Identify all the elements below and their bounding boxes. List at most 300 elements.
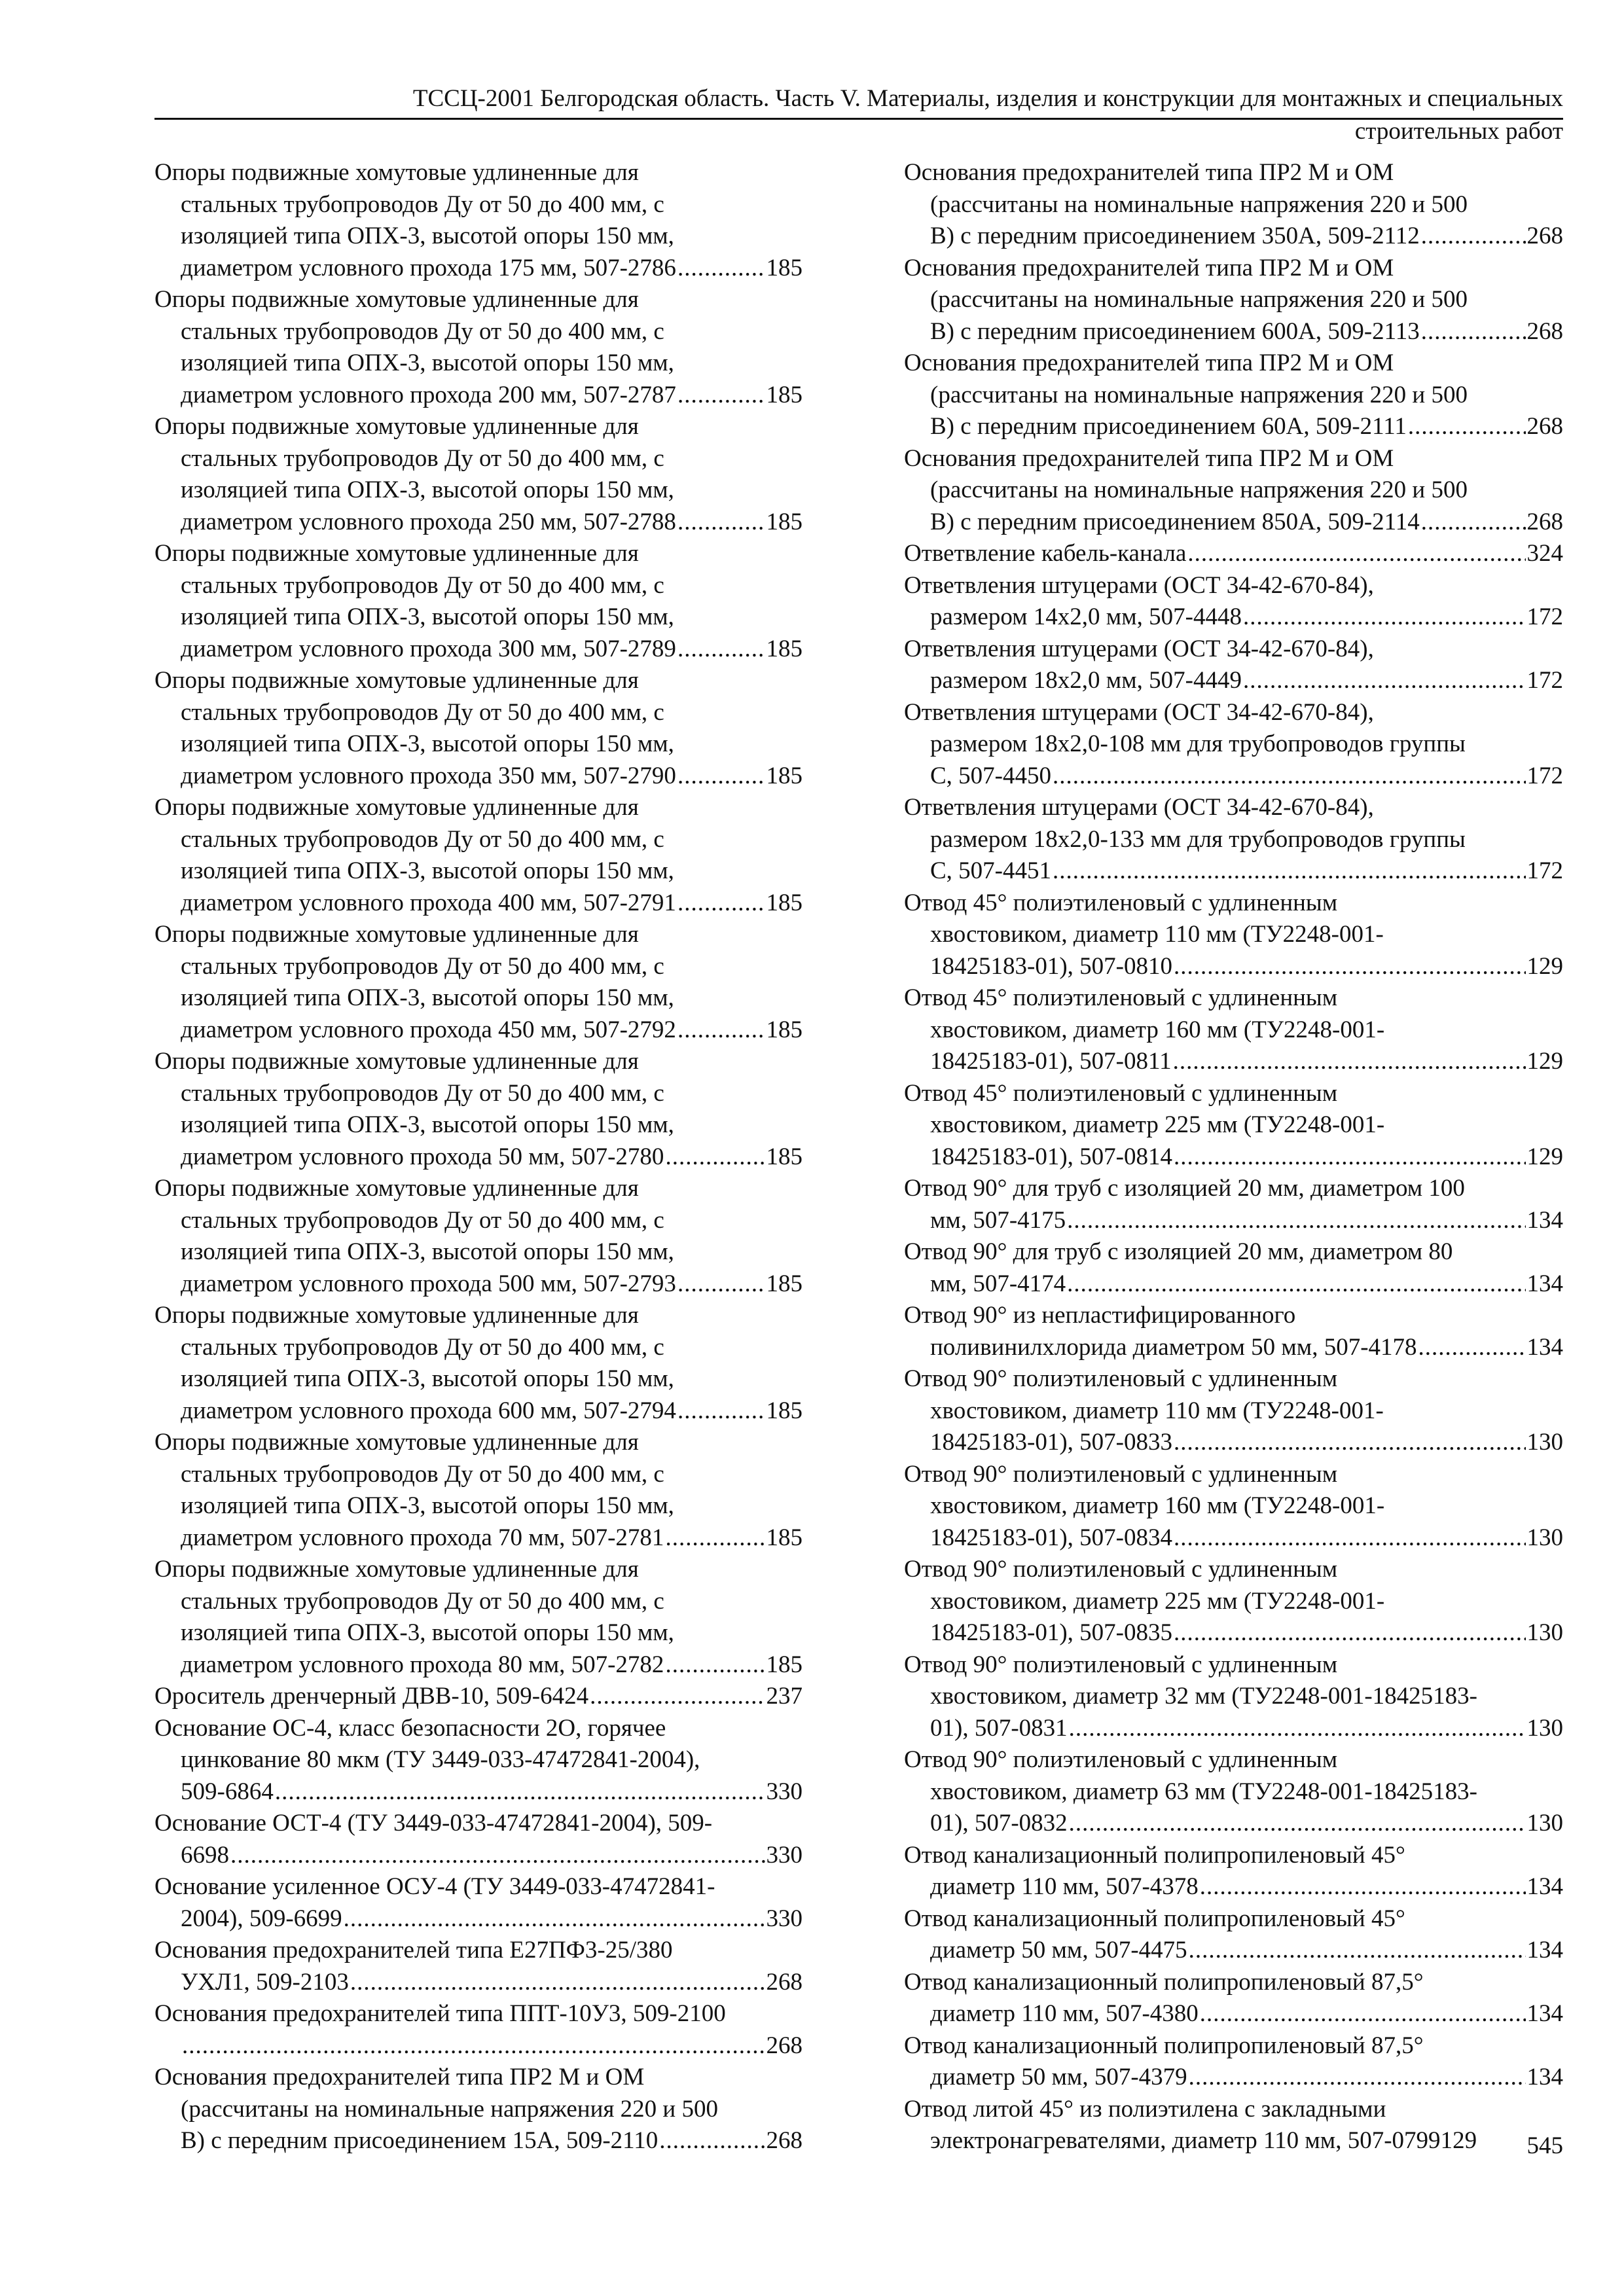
entry-last-line [154, 1903, 803, 1935]
entry-text-line: Отвод 90° для труб с изоляцией 20 мм, диаметром 80 [904, 1238, 1453, 1265]
index-entry [154, 1713, 803, 1808]
dot-leader [1174, 1427, 1526, 1459]
dot-leader [677, 1014, 765, 1047]
entry-last-line [154, 253, 803, 285]
index-entry [154, 284, 803, 411]
index-entry [904, 1967, 1563, 2030]
dot-leader [1189, 1935, 1526, 1967]
entry-page-ref: 324 [1526, 540, 1563, 567]
entry-text-line: размером 18х2,0 мм, 507-4449 [930, 667, 1242, 694]
index-entry [904, 1363, 1563, 1459]
entry-text-line: (рассчитаны на номинальные напряжения 220 и 500 [930, 476, 1468, 503]
dot-leader [1421, 316, 1526, 348]
entry-text-line: (рассчитаны на номинальные напряжения 220 и 500 [930, 381, 1468, 408]
entry-text-line: С, 507-4450 [930, 762, 1051, 789]
entry-last-line [904, 1808, 1563, 1840]
entry-page-ref: 237 [766, 1683, 803, 1710]
entry-last-line [904, 1935, 1563, 1967]
entry-text-line: диаметр 50 мм, 507-4379 [930, 2064, 1187, 2090]
entry-text-line: Основание ОС-4, класс безопасности 2О, горячее [154, 1714, 666, 1742]
entry-last-line [904, 951, 1563, 983]
dot-leader [230, 1840, 765, 1872]
dot-leader [1243, 601, 1526, 634]
index-entry [154, 792, 803, 919]
entry-text-line: 2004), 509-6699 [181, 1905, 342, 1932]
entry-last-line [904, 1268, 1563, 1300]
entry-page-ref: 134 [1526, 1937, 1563, 1964]
header-line-2: строительных работ [1354, 118, 1563, 145]
entry-text-line: Основания предохранителей типа ПР2 М и ОМ [904, 159, 1394, 186]
entry-last-line [904, 601, 1563, 634]
entry-text-line: Отвод 90° полиэтиленовый с удлиненным [904, 1556, 1338, 1583]
index-entry [904, 982, 1563, 1078]
entry-text-line: хвостовиком, диаметр 160 мм (ТУ2248-001- [930, 1016, 1385, 1043]
entry-last-line [904, 221, 1563, 253]
entry-page-ref: 185 [766, 1270, 803, 1297]
dot-leader [1173, 1046, 1526, 1078]
index-entry [154, 1554, 803, 1681]
dot-leader [1421, 221, 1526, 253]
entry-text-line: 6698 [181, 1841, 229, 1869]
entry-last-line [154, 1649, 803, 1681]
header-rule [154, 118, 1563, 120]
entry-page-ref: 185 [766, 1143, 803, 1170]
entry-text-line: изоляцией типа ОПХ-3, высотой опоры 150 мм, [181, 730, 674, 757]
entry-text-line: стальных трубопроводов Ду от 50 до 400 мм, с [181, 698, 664, 726]
entry-text-line: Отвод 90° из непластифицированного [904, 1302, 1296, 1329]
entry-last-line [904, 1046, 1563, 1078]
entry-page-ref: 185 [766, 635, 803, 662]
entry-last-line [904, 2062, 1563, 2094]
running-header [154, 82, 1563, 148]
entry-text-line: Ороситель дренчерный ДВВ-10, 509-6424 [154, 1683, 589, 1710]
entry-last-line [904, 1617, 1563, 1649]
index-entry [904, 1078, 1563, 1174]
entry-text-line: диаметром условного прохода 600 мм, 507-2794 [181, 1397, 676, 1424]
entry-text-line: Основания предохранителей типа ПР2 М и ОМ [904, 254, 1394, 281]
entry-text-line: стальных трубопроводов Ду от 50 до 400 мм, с [181, 1206, 664, 1234]
entry-text-line: изоляцией типа ОПХ-3, высотой опоры 150 мм, [181, 1619, 674, 1646]
entry-text-line: изоляцией типа ОПХ-3, высотой опоры 150 мм, [181, 857, 674, 884]
entry-text-line: 01), 507-0832 [930, 1810, 1068, 1837]
dot-leader [182, 2030, 765, 2062]
entry-text-line: цинкование 80 мкм (ТУ 3449-033-47472841-2004), [181, 1746, 700, 1773]
entry-last-line [154, 2030, 803, 2062]
index-entry [904, 157, 1563, 253]
dot-leader [677, 507, 765, 539]
entry-text-line: диаметр 50 мм, 507-4475 [930, 1937, 1187, 1964]
entry-last-line [904, 1141, 1563, 1174]
entry-text-line: размером 14х2,0 мм, 507-4448 [930, 603, 1242, 630]
entry-text-line: 18425183-01), 507-0834 [930, 1524, 1172, 1551]
entry-page-ref: 172 [1526, 603, 1563, 630]
entry-page-ref: 130 [1526, 1810, 1563, 1837]
index-entry [904, 1236, 1563, 1300]
dot-leader [1408, 411, 1526, 443]
dot-leader [677, 380, 765, 412]
entry-page-ref: 268 [766, 2127, 803, 2154]
entry-text-line: 18425183-01), 507-0814 [930, 1143, 1172, 1170]
dot-leader [590, 1681, 765, 1713]
entry-page-ref: 130 [1526, 1714, 1563, 1742]
entry-text-line: Ответвления штуцерами (ОСТ 34-42-670-84), [904, 698, 1374, 726]
entry-page-ref: 134 [1526, 2000, 1563, 2027]
entry-page-ref: 185 [766, 1651, 803, 1678]
dot-leader [1189, 2062, 1526, 2094]
dot-leader [1421, 507, 1526, 539]
entry-text-line: изоляцией типа ОПХ-3, высотой опоры 150 мм, [181, 1365, 674, 1392]
entry-text-line: 18425183-01), 507-0833 [930, 1429, 1172, 1456]
entry-text-line: Отвод 90° полиэтиленовый с удлиненным [904, 1651, 1338, 1678]
entry-text-line: Ответвления штуцерами (ОСТ 34-42-670-84), [904, 571, 1374, 599]
index-entry [904, 443, 1563, 539]
entry-last-line [904, 411, 1563, 443]
entry-text-line: хвостовиком, диаметр 225 мм (ТУ2248-001- [930, 1111, 1385, 1138]
entry-text-line: Отвод 90° для труб с изоляцией 20 мм, диаметром 100 [904, 1175, 1465, 1202]
index-entry [904, 1744, 1563, 1840]
index-column-right [904, 157, 1563, 2157]
entry-page-ref: 129 [1526, 1048, 1563, 1075]
entry-page-ref: 185 [766, 381, 803, 408]
dot-leader [275, 1776, 765, 1808]
entry-text-line: изоляцией типа ОПХ-3, высотой опоры 150 мм, [181, 1238, 674, 1265]
dot-leader [1067, 1205, 1525, 1237]
entry-last-line [154, 507, 803, 539]
entry-text-line: диаметром условного прохода 200 мм, 507-2787 [181, 381, 676, 408]
entry-last-line [154, 634, 803, 666]
entry-last-line [154, 380, 803, 412]
entry-text-line: Основания предохранителей типа Е27ПФ3-25/380 [154, 1937, 673, 1964]
entry-text-line: диаметром условного прохода 250 мм, 507-2788 [181, 508, 676, 535]
dot-leader [677, 634, 765, 666]
index-entry [154, 1681, 803, 1713]
dot-leader [677, 761, 765, 793]
entry-text-line: Основание ОСТ-4 (ТУ 3449-033-47472841-2004), 509- [154, 1810, 713, 1837]
dot-leader [659, 2125, 765, 2157]
entry-text-line: хвостовиком, диаметр 110 мм (ТУ2248-001- [930, 1397, 1384, 1424]
entry-text-line: (рассчитаны на номинальные напряжения 220 и 500 [930, 190, 1468, 218]
index-entry [154, 157, 803, 284]
index-entry [904, 1903, 1563, 1967]
entry-page-ref: 134 [1526, 1206, 1563, 1234]
entry-page-ref: 268 [1526, 317, 1563, 345]
entry-text-line: С, 507-4451 [930, 857, 1051, 884]
entry-text-line: изоляцией типа ОПХ-3, высотой опоры 150 мм, [181, 984, 674, 1011]
entry-page-ref: 172 [1526, 762, 1563, 789]
entry-text-line: Опоры подвижные хомутовые удлиненные для [154, 1429, 639, 1456]
index-entry [904, 1300, 1563, 1363]
entry-text-line: диаметром условного прохода 80 мм, 507-2782 [181, 1651, 664, 1678]
index-entry [154, 538, 803, 665]
dot-leader [665, 1141, 765, 1174]
entry-last-line [904, 1332, 1563, 1364]
entry-page-ref: 268 [766, 1968, 803, 1996]
entry-text-line: диаметром условного прохода 300 мм, 507-2789 [181, 635, 676, 662]
entry-text-line: стальных трубопроводов Ду от 50 до 400 мм, с [181, 1460, 664, 1488]
entry-text-line: Опоры подвижные хомутовые удлиненные для [154, 159, 639, 186]
entry-last-line [904, 507, 1563, 539]
index-entry [154, 2062, 803, 2157]
entry-last-line [904, 1205, 1563, 1237]
entry-page-ref: 129 [1526, 1143, 1563, 1170]
entry-text-line: Отвод канализационный полипропиленовый 45° [904, 1905, 1405, 1932]
entry-last-line [904, 538, 1563, 570]
entry-text-line: изоляцией типа ОПХ-3, высотой опоры 150 мм, [181, 603, 674, 630]
entry-text-line: хвостовиком, диаметр 63 мм (ТУ2248-001-18425183- [930, 1778, 1477, 1805]
index-entry [904, 1173, 1563, 1236]
index-entry [904, 792, 1563, 888]
entry-text-line: Основания предохранителей типа ПР2 М и ОМ [154, 2064, 645, 2090]
entry-text-line: В) с передним присоединением 600А, 509-2113 [930, 317, 1420, 345]
dot-leader [1069, 1713, 1526, 1745]
entry-last-line [904, 665, 1563, 697]
dot-leader [1069, 1808, 1526, 1840]
entry-text-line: стальных трубопроводов Ду от 50 до 400 мм, с [181, 1587, 664, 1615]
dot-leader [1174, 1522, 1526, 1554]
entry-page-ref: 130 [1526, 1429, 1563, 1456]
entry-page-ref: 129 [1526, 952, 1563, 980]
entry-text-line: хвостовиком, диаметр 110 мм (ТУ2248-001- [930, 921, 1384, 948]
index-entry [904, 2094, 1563, 2157]
entry-text-line: Отвод канализационный полипропиленовый 45° [904, 1841, 1405, 1869]
entry-last-line [904, 316, 1563, 348]
entry-last-line [154, 1141, 803, 1174]
dot-leader [1200, 1871, 1526, 1903]
index-entry [904, 1649, 1563, 1745]
entry-text-line: стальных трубопроводов Ду от 50 до 400 мм, с [181, 1079, 664, 1107]
index-entry [154, 665, 803, 792]
entry-text-line: В) с передним присоединением 60А, 509-2111 [930, 413, 1407, 440]
entry-text-line: изоляцией типа ОПХ-3, высотой опоры 150 мм, [181, 1492, 674, 1519]
dot-leader [677, 1268, 765, 1300]
entry-page-ref: 330 [766, 1905, 803, 1932]
entry-text-line: размером 18х2,0-108 мм для трубопроводов группы [930, 730, 1466, 757]
entry-page-ref: 268 [766, 2032, 803, 2059]
dot-leader [344, 1903, 765, 1935]
entry-text-line: Отвод 45° полиэтиленовый с удлиненным [904, 984, 1338, 1011]
index-column-left [154, 157, 803, 2157]
entry-last-line [154, 1014, 803, 1047]
dot-leader [1187, 538, 1525, 570]
index-entry [904, 2030, 1563, 2094]
entry-last-line [154, 1522, 803, 1554]
entry-last-line [904, 1998, 1563, 2030]
entry-text-line: Опоры подвижные хомутовые удлиненные для [154, 794, 639, 821]
dot-leader [677, 888, 765, 920]
entry-page-ref: 134 [1526, 1873, 1563, 1900]
entry-page-ref: 130 [1526, 1524, 1563, 1551]
entry-text-line: изоляцией типа ОПХ-3, высотой опоры 150 мм, [181, 223, 674, 249]
entry-text-line: стальных трубопроводов Ду от 50 до 400 мм, с [181, 952, 664, 980]
index-entry [154, 1173, 803, 1300]
entry-last-line [904, 1713, 1563, 1745]
index-entry [904, 1459, 1563, 1554]
entry-text-line: стальных трубопроводов Ду от 50 до 400 мм, с [181, 444, 664, 472]
entry-text-line: Опоры подвижные хомутовые удлиненные для [154, 921, 639, 948]
entry-page-ref: 130 [1526, 1619, 1563, 1646]
entry-text-line: Основание усиленное ОСУ-4 (ТУ 3449-033-47472841- [154, 1873, 715, 1900]
entry-last-line [154, 761, 803, 793]
entry-page-ref: 185 [766, 1016, 803, 1043]
entry-text-line: мм, 507-4175 [930, 1206, 1066, 1234]
index-entry [154, 1300, 803, 1427]
entry-text-line: 18425183-01), 507-0810 [930, 952, 1172, 980]
index-entry [904, 570, 1563, 634]
entry-page-ref: 268 [1526, 413, 1563, 440]
entry-text-line: диаметром условного прохода 175 мм, 507-2786 [181, 254, 676, 281]
entry-last-line [904, 855, 1563, 888]
entry-page-ref: 185 [766, 1397, 803, 1424]
entry-text-line: изоляцией типа ОПХ-3, высотой опоры 150 мм, [181, 350, 674, 376]
entry-text-line: изоляцией типа ОПХ-3, высотой опоры 150 мм, [181, 476, 674, 503]
entry-text-line: Отвод 45° полиэтиленовый с удлиненным [904, 1079, 1338, 1107]
entry-text-line: Ответвления штуцерами (ОСТ 34-42-670-84), [904, 635, 1374, 662]
entry-text-line: Опоры подвижные хомутовые удлиненные для [154, 1048, 639, 1075]
entry-page-ref: 268 [1526, 223, 1563, 249]
entry-text-line: Основания предохранителей типа ПР2 М и ОМ [904, 350, 1394, 376]
entry-text-line: стальных трубопроводов Ду от 50 до 400 мм, с [181, 571, 664, 599]
page-number: 545 [1526, 2132, 1563, 2159]
entry-text-line: хвостовиком, диаметр 160 мм (ТУ2248-001- [930, 1492, 1385, 1519]
entry-text-line: диаметр 110 мм, 507-4378 [930, 1873, 1199, 1900]
index-entry [904, 888, 1563, 983]
index-entry [904, 1840, 1563, 1903]
entry-text-line: Опоры подвижные хомутовые удлиненные для [154, 667, 639, 694]
entry-text-line: хвостовиком, диаметр 225 мм (ТУ2248-001- [930, 1587, 1385, 1615]
entry-text-line: Отвод 90° полиэтиленовый с удлиненным [904, 1746, 1338, 1773]
entry-text-line: В) с передним присоединением 350А, 509-2112 [930, 223, 1420, 249]
dot-leader [677, 1395, 765, 1427]
entry-page-ref: 330 [766, 1841, 803, 1869]
dot-leader [1174, 1617, 1526, 1649]
entry-last-line [904, 761, 1563, 793]
entry-page-ref: 134 [1526, 2064, 1563, 2090]
entry-text-line: Отвод литой 45° из полиэтилена с закладными [904, 2095, 1386, 2123]
entry-text-line: электронагревателями, диаметр 110 мм, 507-0799 [930, 2127, 1441, 2154]
entry-page-ref: 134 [1526, 1333, 1563, 1361]
entry-text-line: (рассчитаны на номинальные напряжения 220 и 500 [930, 286, 1468, 313]
entry-page-ref: 172 [1526, 857, 1563, 884]
entry-text-line: диаметром условного прохода 70 мм, 507-2781 [181, 1524, 664, 1551]
entry-text-line: стальных трубопроводов Ду от 50 до 400 мм, с [181, 825, 664, 853]
entry-text-line: Опоры подвижные хомутовые удлиненные для [154, 286, 639, 313]
entry-text-line: стальных трубопроводов Ду от 50 до 400 мм, с [181, 317, 664, 345]
entry-last-line [154, 1395, 803, 1427]
entry-text-line: Опоры подвижные хомутовые удлиненные для [154, 1556, 639, 1583]
index-entry [904, 697, 1563, 793]
entry-last-line [154, 888, 803, 920]
index-entry [904, 634, 1563, 697]
index-entry [154, 1935, 803, 1998]
entry-last-line [154, 2125, 803, 2157]
entry-last-line [154, 1681, 803, 1713]
entry-page-ref: 134 [1526, 1270, 1563, 1297]
entry-text-line: 18425183-01), 507-0835 [930, 1619, 1172, 1646]
entry-last-line [154, 1776, 803, 1808]
dot-leader [1053, 761, 1526, 793]
entry-text-line: Отвод 90° полиэтиленовый с удлиненным [904, 1365, 1338, 1392]
entry-text-line: диаметр 110 мм, 507-4380 [930, 2000, 1199, 2027]
entry-text-line: УХЛ1, 509-2103 [181, 1968, 349, 1996]
entry-text-line: диаметром условного прохода 450 мм, 507-2792 [181, 1016, 676, 1043]
entry-page-ref: 185 [766, 254, 803, 281]
entry-page-ref: 129 [1440, 2127, 1477, 2154]
index-entry [154, 919, 803, 1046]
entry-text-line: В) с передним присоединением 15А, 509-2110 [181, 2127, 659, 2154]
entry-last-line [904, 1427, 1563, 1459]
index-entry [904, 1554, 1563, 1649]
index-entry [154, 1808, 803, 1871]
dot-leader [1053, 855, 1526, 888]
dot-leader [665, 1522, 765, 1554]
entry-text-line: Опоры подвижные хомутовые удлиненные для [154, 413, 639, 440]
entry-text-line: хвостовиком, диаметр 32 мм (ТУ2248-001-18425183- [930, 1683, 1477, 1710]
dot-leader [350, 1967, 765, 1999]
entry-text-line: Опоры подвижные хомутовые удлиненные для [154, 540, 639, 567]
dot-leader [1174, 1141, 1526, 1174]
entry-text-line: Отвод 45° полиэтиленовый с удлиненным [904, 889, 1338, 916]
dot-leader [1200, 1998, 1526, 2030]
entry-text-line: стальных трубопроводов Ду от 50 до 400 мм, с [181, 1333, 664, 1361]
entry-text-line: В) с передним присоединением 850А, 509-2114 [930, 508, 1420, 535]
entry-text-line: изоляцией типа ОПХ-3, высотой опоры 150 мм, [181, 1111, 674, 1138]
entry-text-line: диаметром условного прохода 350 мм, 507-2790 [181, 762, 676, 789]
index-entry [154, 1427, 803, 1554]
index-entry [154, 1871, 803, 1935]
entry-last-line [154, 1967, 803, 1999]
entry-last-line [904, 1871, 1563, 1903]
entry-text-line: диаметром условного прохода 400 мм, 507-2791 [181, 889, 676, 916]
entry-page-ref: 185 [766, 1524, 803, 1551]
index-entry [154, 411, 803, 538]
index-entry [154, 1046, 803, 1173]
entry-text-line: Ответвления штуцерами (ОСТ 34-42-670-84), [904, 794, 1374, 821]
index-entry [904, 348, 1563, 443]
entry-text-line: Ответвление кабель-канала [904, 540, 1187, 567]
entry-text-line: поливинилхлорида диаметром 50 мм, 507-4178 [930, 1333, 1417, 1361]
entry-last-line [154, 1268, 803, 1300]
entry-text-line: Основания предохранителей типа ПР2 М и ОМ [904, 444, 1394, 472]
entry-text-line: диаметром условного прохода 50 мм, 507-2780 [181, 1143, 664, 1170]
entry-text-line: 509-6864 [181, 1778, 274, 1805]
entry-text-line: стальных трубопроводов Ду от 50 до 400 мм, с [181, 190, 664, 218]
index-entry [904, 538, 1563, 570]
entry-last-line [154, 1840, 803, 1872]
index-entry [904, 253, 1563, 348]
dot-leader [665, 1649, 765, 1681]
entry-text-line: Отвод канализационный полипропиленовый 87,5° [904, 1968, 1424, 1996]
entry-text-line: Опоры подвижные хомутовые удлиненные для [154, 1302, 639, 1329]
dot-leader [1174, 951, 1526, 983]
entry-text-line: диаметром условного прохода 500 мм, 507-2793 [181, 1270, 676, 1297]
entry-page-ref: 330 [766, 1778, 803, 1805]
entry-last-line [904, 2125, 1563, 2157]
entry-text-line: Отвод канализационный полипропиленовый 87,5° [904, 2032, 1424, 2059]
entry-text-line: мм, 507-4174 [930, 1270, 1066, 1297]
entry-page-ref: 185 [766, 762, 803, 789]
header-line-1: ТССЦ-2001 Белгородская область. Часть V. Материалы, изделия и конструкции для монтажных и специальных [412, 85, 1563, 112]
entry-text-line: (рассчитаны на номинальные напряжения 220 и 500 [181, 2095, 718, 2123]
dot-leader [1067, 1268, 1525, 1300]
dot-leader [677, 253, 765, 285]
entry-text-line: Опоры подвижные хомутовые удлиненные для [154, 1175, 639, 1202]
dot-leader [1243, 665, 1526, 697]
entry-page-ref: 172 [1526, 667, 1563, 694]
entry-page-ref: 185 [766, 508, 803, 535]
entry-last-line [904, 1522, 1563, 1554]
index-entry [154, 1998, 803, 2062]
entry-text-line: Отвод 90° полиэтиленовый с удлиненным [904, 1460, 1338, 1488]
